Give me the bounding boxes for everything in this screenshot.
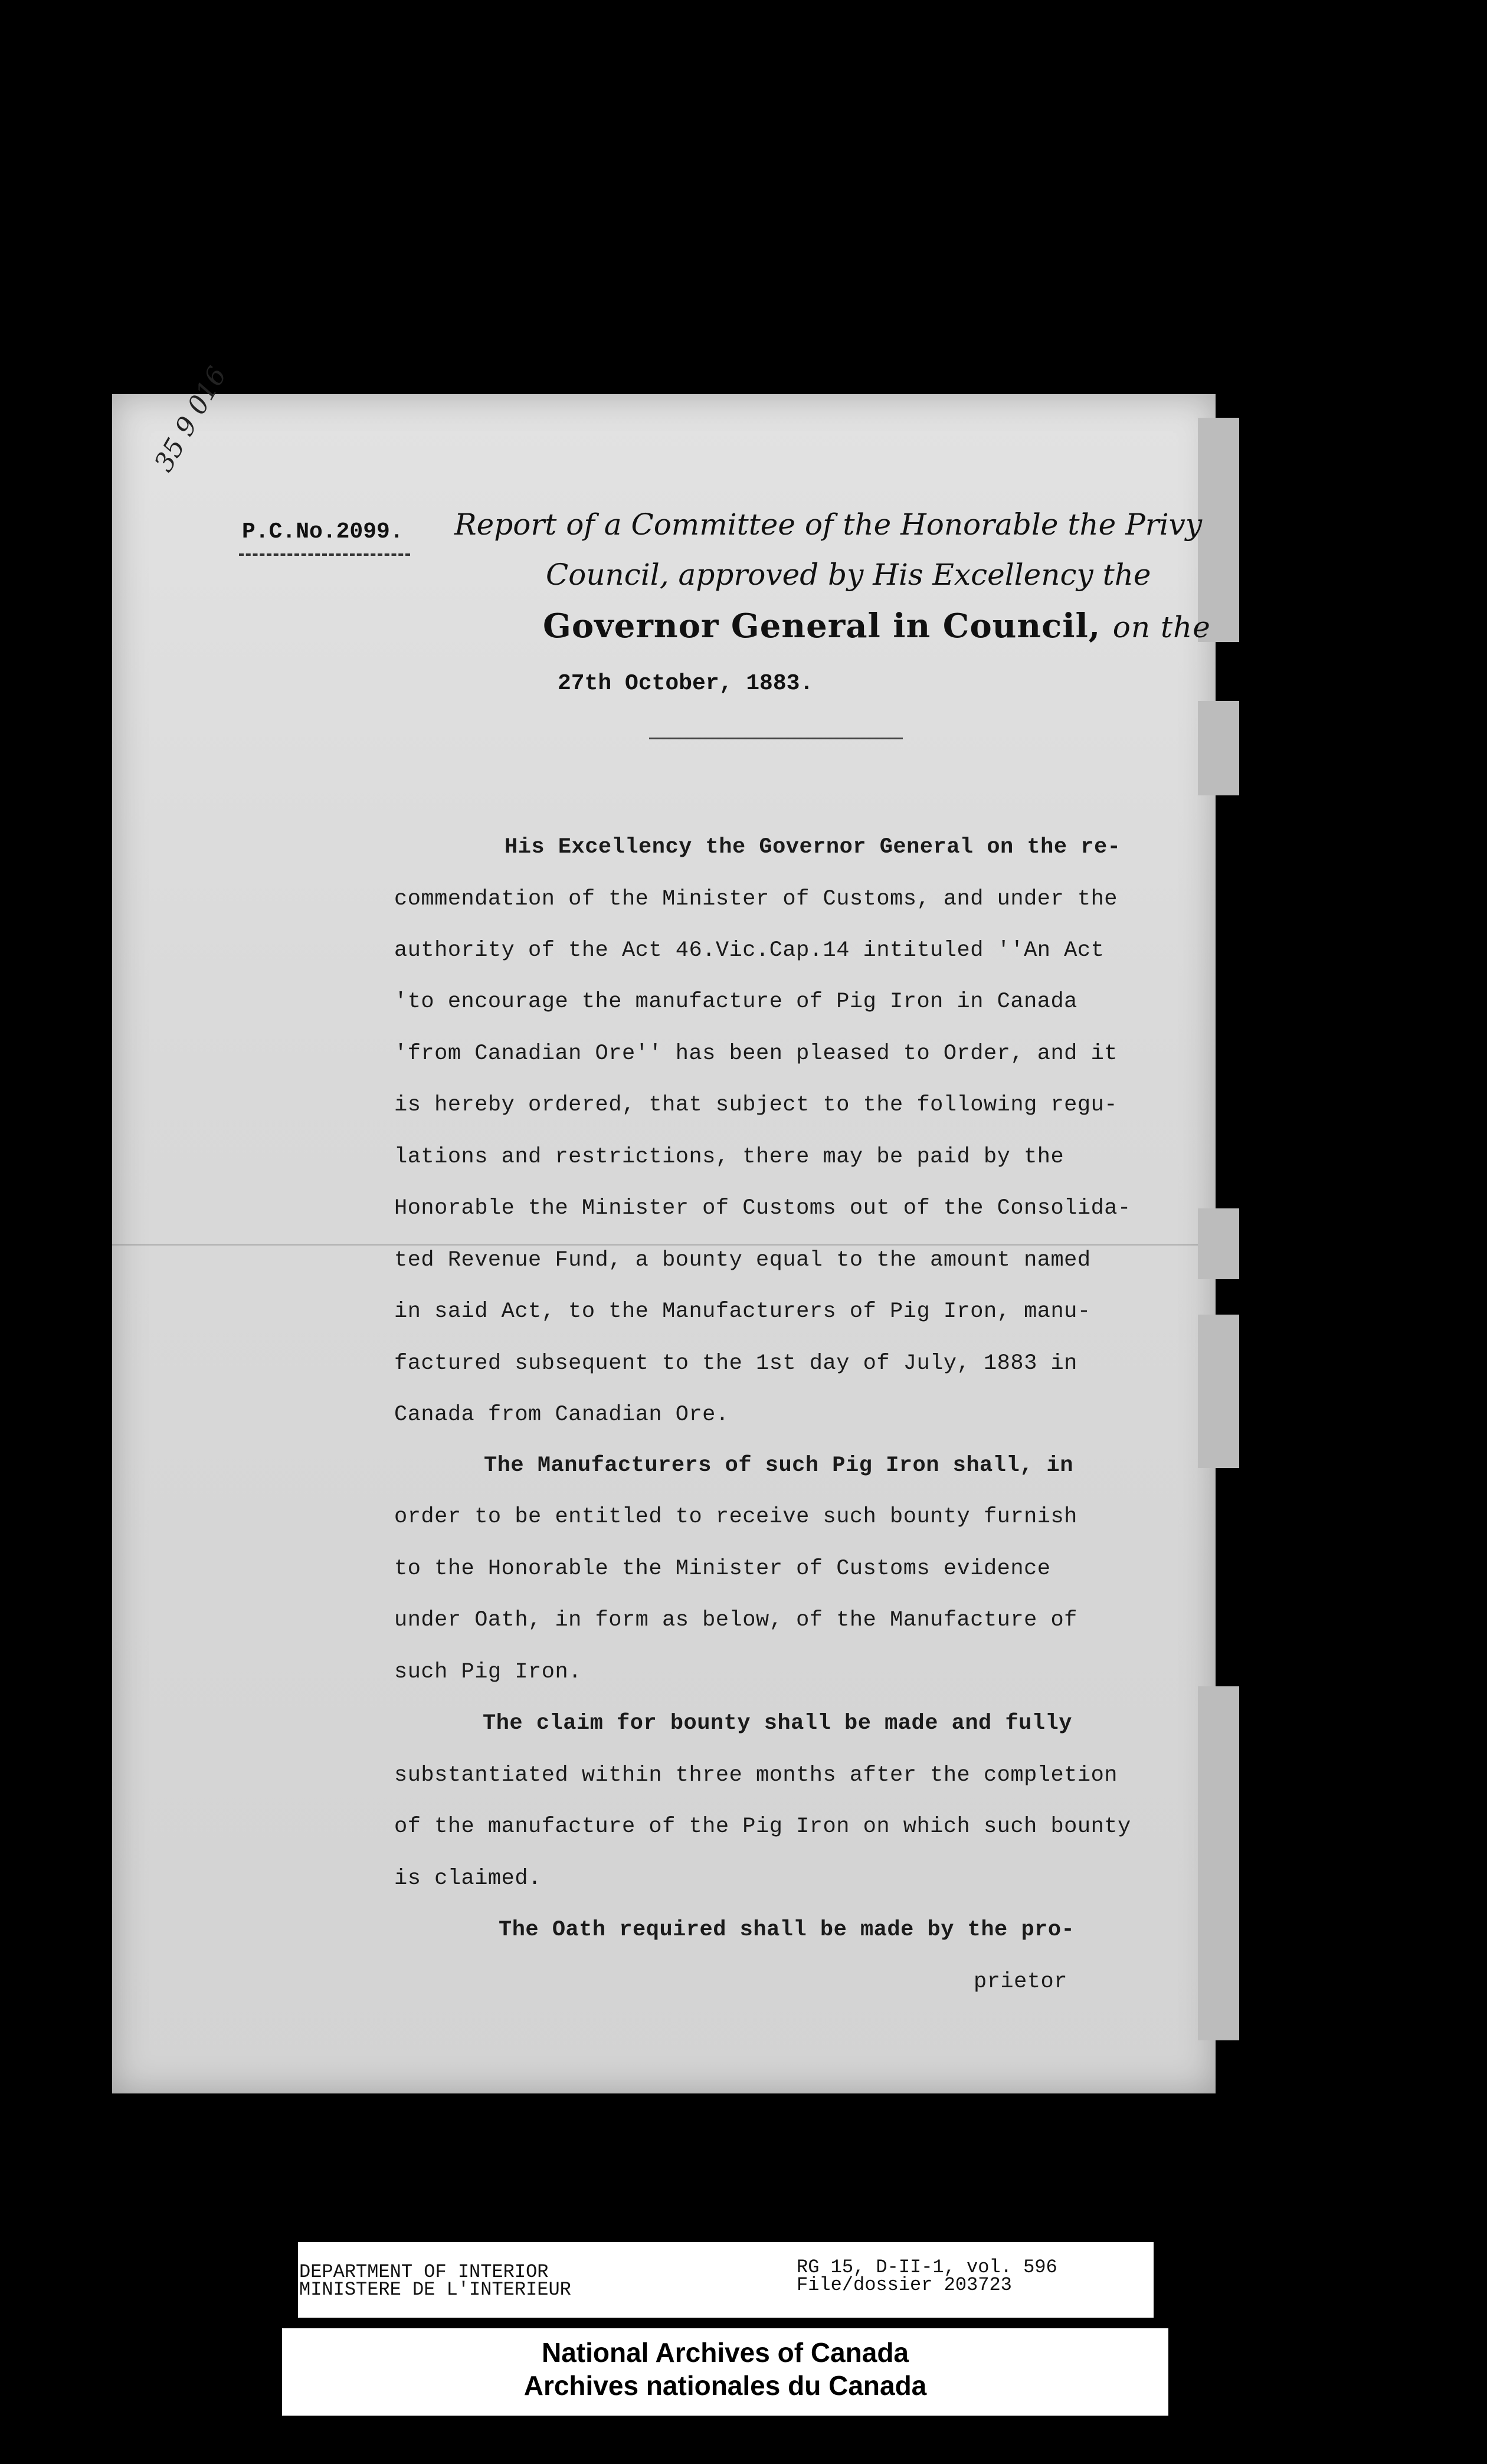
archives-banner: [282, 2328, 1168, 2416]
body-line: such Pig Iron.: [394, 1660, 582, 1685]
body-line: lations and restrictions, there may be paid by the: [394, 1145, 1065, 1169]
body-line: 'from Canadian Ore'' has been pleased to Order, and it: [394, 1041, 1118, 1066]
body-line: ted Revenue Fund, a bounty equal to the amount named: [394, 1248, 1091, 1273]
archives-name-en: National Archives of Canada: [541, 2337, 909, 2368]
body-line: prietor: [974, 1970, 1067, 1994]
date-underline: [649, 738, 903, 739]
body-line: to the Honorable the Minister of Customs evidence: [394, 1557, 1051, 1581]
body-line: The Oath required shall be made by the pro-: [499, 1918, 1075, 1942]
fold-crease: [112, 1244, 1216, 1246]
body-line: order to be entitled to receive such bounty furnish: [394, 1505, 1077, 1529]
department-label: [299, 2263, 571, 2299]
heading-line-3: [543, 607, 1211, 646]
body-line: in said Act, to the Manufacturers of Pig Iron, manu-: [394, 1299, 1091, 1324]
pc-number: P.C.No.2099.: [242, 519, 404, 545]
body-line: The claim for bounty shall be made and fully: [483, 1711, 1072, 1736]
body-line: commendation of the Minister of Customs, and under the: [394, 887, 1118, 912]
archives-name-fr: Archives nationales du Canada: [523, 2370, 927, 2401]
heading-on-the: on the: [1112, 610, 1211, 644]
body-line: The Manufacturers of such Pig Iron shall, in: [484, 1453, 1073, 1478]
body-line: of the manufacture of the Pig Iron on which such bounty: [394, 1814, 1131, 1839]
order-date: 27th October, 1883.: [558, 671, 814, 696]
department-en: DEPARTMENT OF INTERIOR: [299, 2261, 549, 2283]
reference-line-2: File/dossier 203723: [797, 2274, 1012, 2296]
heading-line-1: Report of a Committee of the Honorable the Privy: [454, 507, 1203, 542]
torn-edge: [1198, 701, 1239, 795]
body-line: under Oath, in form as below, of the Manufacture of: [394, 1608, 1077, 1633]
body-line: is claimed.: [394, 1866, 542, 1891]
heading-line-2: Council, approved by His Excellency the: [546, 558, 1151, 592]
margin-annotation: 35 9 016: [148, 361, 233, 477]
torn-edge: [1198, 1315, 1239, 1468]
body-line: Canada from Canadian Ore.: [394, 1403, 729, 1427]
torn-edge: [1198, 1686, 1239, 2040]
pc-number-underline: [239, 553, 410, 556]
torn-edge: [1198, 1208, 1239, 1279]
body-line: substantiated within three months after the completion: [394, 1763, 1118, 1788]
body-line: Honorable the Minister of Customs out of the Consolida-: [394, 1196, 1131, 1221]
heading-governor-general: Governor General in Council,: [543, 607, 1101, 646]
reference-line-1: RG 15, D-II-1, vol. 596: [797, 2256, 1057, 2278]
body-line: factured subsequent to the 1st day of July, 1883 in: [394, 1351, 1077, 1376]
department-fr: MINISTERE DE L'INTERIEUR: [299, 2279, 571, 2301]
reference-label: [797, 2256, 1057, 2296]
archive-label: [298, 2242, 1154, 2318]
body-line: His Excellency the Governor General on the re-: [505, 835, 1121, 860]
body-line: authority of the Act 46.Vic.Cap.14 intituled ''An Act: [394, 938, 1105, 963]
body-line: 'to encourage the manufacture of Pig Iron in Canada: [394, 989, 1077, 1014]
body-line: is hereby ordered, that subject to the following regu-: [394, 1093, 1118, 1118]
